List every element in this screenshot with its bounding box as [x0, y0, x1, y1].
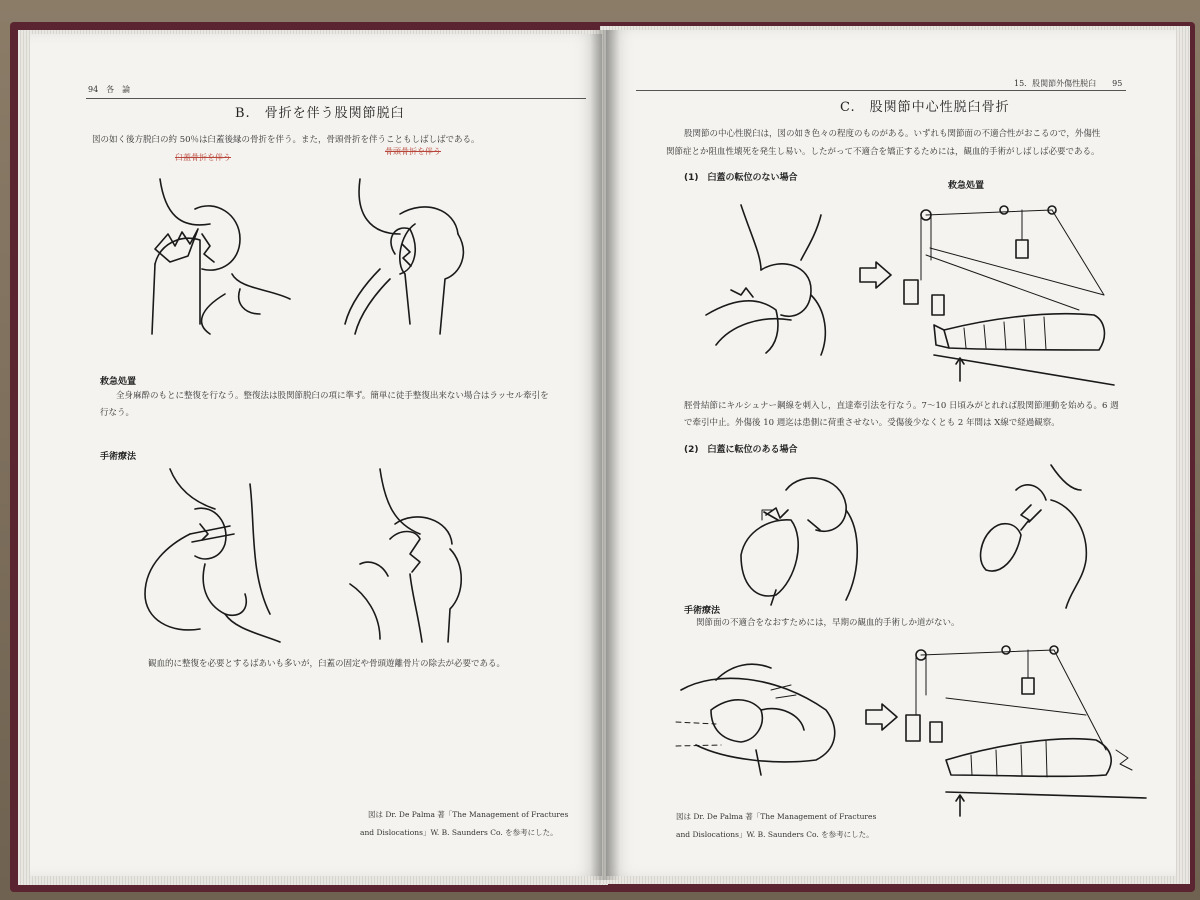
- right-page: [606, 30, 1176, 876]
- running-header-left: 94 各 論: [88, 85, 131, 94]
- figure-screw-fixation: [130, 464, 310, 644]
- surgery-heading-right: 手術療法: [684, 606, 721, 616]
- header-rule: [86, 98, 586, 99]
- emergency-heading-left: 救急処置: [100, 377, 137, 387]
- case1-heading: (1) 臼蓋の転位のない場合: [684, 173, 798, 183]
- credit-line-2-left: and Dislocations」W. B. Saunders Co. を参考にした。: [360, 828, 558, 837]
- left-page: [30, 34, 602, 876]
- figure-traction-setup-2: [906, 640, 1156, 810]
- section-title-c: C. 股関節中心性脱臼骨折: [840, 100, 1010, 115]
- figure-fragment-removal: [340, 464, 520, 644]
- annotation-femoral-head: 骨頭骨折を伴う: [385, 147, 441, 156]
- running-header-right: 15．股関節外傷性脱臼 95: [1014, 79, 1123, 88]
- case1-text-line-2: で牽引中止。外傷後 10 週迄は患側に荷重させない。受傷後少なくとも 2 年間は Ⅹ線で経過観察。: [684, 418, 1060, 428]
- up-arrow-icon-2: [954, 792, 966, 818]
- intro-line-2: 関節症とか阻血性壊死を発生し易い。したがって不適合を矯正するためには，観血的手術がしばしば必要である。: [666, 147, 1100, 157]
- up-arrow-icon: [954, 355, 966, 383]
- credit-line-1-left: 図は Dr. De Palma 著「The Management of Fractures: [368, 810, 569, 819]
- figure-traction-setup-1: [904, 200, 1174, 390]
- surgery-text-right: 関節面の不適合をなおすためには，早期の観血的手術しか道がない。: [696, 618, 960, 628]
- figure-central-dislocation-3: [971, 460, 1111, 610]
- figure-acetabulum-fracture: [140, 174, 300, 334]
- figure-central-dislocation-1: [701, 195, 841, 355]
- book-gutter: [590, 30, 620, 880]
- header-rule-right: [636, 90, 1126, 91]
- right-arrow-icon-2: [864, 702, 900, 732]
- annotation-acetabulum: 臼蓋骨折を伴う: [175, 153, 231, 162]
- emergency-text-line-1: 全身麻酔のもとに整復を行なう。整復法は股関節脱臼の項に準ず。簡単に徒手整復出来ない場合はラッセル牽引を: [116, 391, 549, 401]
- credit-line-2-right: and Dislocations」W. B. Saunders Co. を参考にした。: [676, 830, 874, 839]
- figure-central-dislocation-2: [736, 460, 886, 610]
- figure-femoral-head-fracture: [340, 174, 510, 344]
- intro-text: 図の如く後方脱臼の約 50％は臼蓋後縁の骨折を伴う。また，骨頭骨折を伴うこともしばしばである。: [92, 135, 480, 145]
- surgery-text-left: 観血的に整復を必要とするばあいも多いが，臼蓋の固定や骨頭遊離骨片の除去が必要である。: [148, 659, 506, 669]
- figure-open-reduction: [676, 650, 856, 780]
- intro-line-1: 股関節の中心性脱臼は，図の如き色々の程度のものがある。いずれも関節面の不適合性がおこるので，外傷性: [684, 129, 1101, 139]
- surgery-heading-left: 手術療法: [100, 452, 137, 462]
- case2-heading: (2) 臼蓋に転位のある場合: [684, 445, 798, 455]
- section-title-b: B. 骨折を伴う股関節脱臼: [235, 106, 405, 121]
- right-arrow-icon: [858, 260, 894, 290]
- emergency-label-right: 救急処置: [948, 181, 985, 191]
- case1-text-line-1: 脛骨結節にキルシュナー鋼線を刺入し，直達牽引法を行なう。7〜10 日頃みがとれれば股関節運動を始める。6 週: [684, 401, 1119, 411]
- emergency-text-line-2: 行なう。: [100, 408, 135, 418]
- credit-line-1-right: 図は Dr. De Palma 著「The Management of Fractures: [676, 812, 877, 821]
